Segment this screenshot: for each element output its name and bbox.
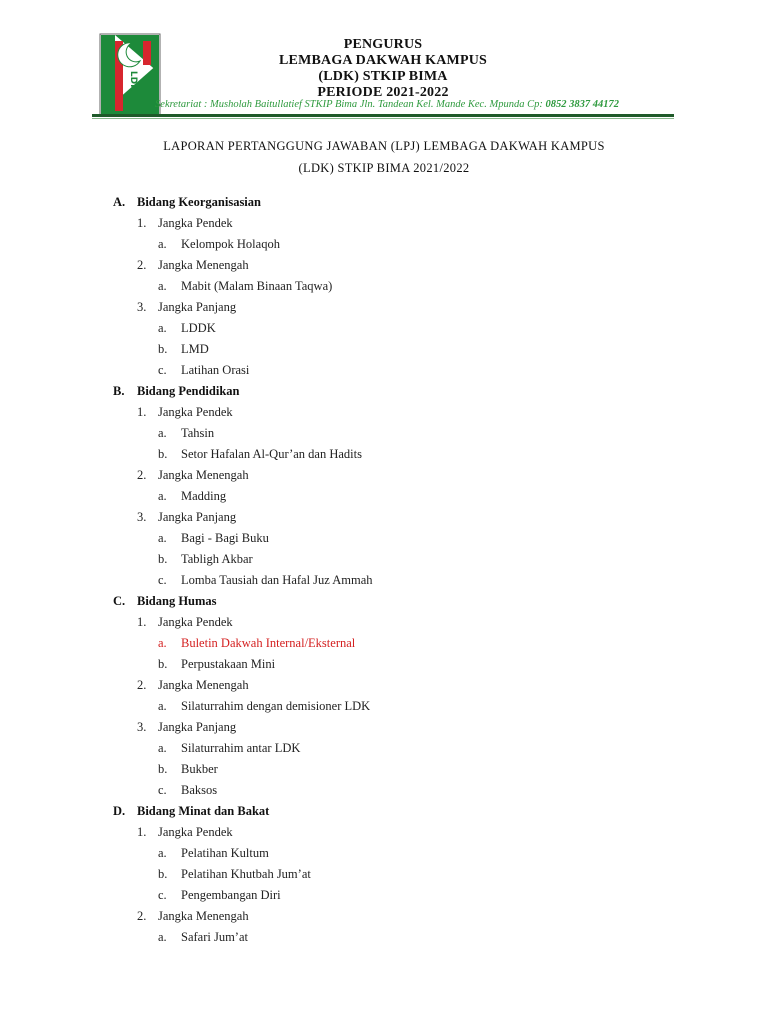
term-heading-text: Jangka Panjang: [158, 300, 237, 314]
header-line-3: (LDK) STKIP BIMA: [318, 69, 448, 84]
program-item-text: Lomba Tausiah dan Hafal Juz Ammah: [181, 573, 373, 587]
sekretariat-address: Sekretariat : Musholah Baitullatief STKIP Bima Jln. Tandean Kel. Mande Kec. Mpunda Cp:: [155, 99, 543, 110]
term-heading-marker: 2.: [137, 678, 147, 692]
term-heading-text: Jangka Menengah: [158, 678, 249, 692]
program-item-text: Bagi - Bagi Buku: [181, 531, 269, 545]
term-heading-text: Jangka Pendek: [158, 216, 233, 230]
program-item-marker: b.: [158, 657, 168, 671]
term-heading-marker: 2.: [137, 258, 147, 272]
section-heading-marker: A.: [113, 195, 126, 209]
program-item-marker: b.: [158, 762, 168, 776]
header-line-1: PENGURUS: [343, 37, 423, 52]
term-heading-text: Jangka Menengah: [158, 909, 249, 923]
program-item-text: Latihan Orasi: [181, 363, 250, 377]
term-heading-text: Jangka Panjang: [158, 720, 237, 734]
program-item-text: Buletin Dakwah Internal/Eksternal: [181, 636, 356, 650]
program-item-text: Tahsin: [181, 426, 215, 440]
program-item-text: Silaturrahim dengan demisioner LDK: [181, 699, 371, 713]
section-heading-text: Bidang Minat dan Bakat: [137, 804, 270, 818]
program-item-marker: a.: [158, 489, 167, 503]
term-heading-text: Jangka Menengah: [158, 258, 249, 272]
term-heading-text: Jangka Pendek: [158, 825, 233, 839]
program-item-marker: b.: [158, 552, 168, 566]
term-heading-text: Jangka Pendek: [158, 405, 233, 419]
section-heading-text: Bidang Keorganisasian: [137, 195, 261, 209]
term-heading-marker: 2.: [137, 468, 147, 482]
program-item-marker: a.: [158, 426, 167, 440]
program-item-text: Mabit (Malam Binaan Taqwa): [181, 279, 333, 293]
program-item-marker: a.: [158, 237, 167, 251]
term-heading-marker: 3.: [137, 510, 147, 524]
program-item-text: Perpustakaan Mini: [181, 657, 276, 671]
program-item-text: Pelatihan Kultum: [181, 846, 269, 860]
term-heading-text: Jangka Panjang: [158, 510, 237, 524]
term-heading-text: Jangka Pendek: [158, 615, 233, 629]
header-divider: [92, 114, 674, 117]
header-divider-thin: [92, 118, 674, 119]
program-item-text: Safari Jum’at: [181, 930, 248, 944]
program-item-marker: c.: [158, 573, 167, 587]
program-item-text: Silaturrahim antar LDK: [181, 741, 301, 755]
program-item-marker: a.: [158, 321, 167, 335]
program-item-text: Pengembangan Diri: [181, 888, 281, 902]
document-title-line-1: LAPORAN PERTANGGUNG JAWABAN (LPJ) LEMBAGA DAKWAH KAMPUS: [163, 139, 605, 153]
program-item-text: LMD: [181, 342, 209, 356]
program-item-marker: b.: [158, 342, 168, 356]
section-heading-marker: D.: [113, 804, 126, 818]
logo-text: LDK: [128, 70, 138, 92]
program-item-marker: b.: [158, 447, 168, 461]
program-item-text: Pelatihan Khutbah Jum’at: [181, 867, 311, 881]
program-item-marker: a.: [158, 930, 167, 944]
term-heading-marker: 2.: [137, 909, 147, 923]
program-item-marker: c.: [158, 783, 167, 797]
term-heading-marker: 1.: [137, 405, 147, 419]
program-item-text: LDDK: [181, 321, 216, 335]
program-item-marker: c.: [158, 888, 167, 902]
program-item-marker: b.: [158, 867, 168, 881]
section-heading-text: Bidang Pendidikan: [137, 384, 240, 398]
sekretariat-phone: 0852 3837 44172: [545, 99, 619, 110]
program-item-text: Tabligh Akbar: [181, 552, 253, 566]
program-item-text: Bukber: [181, 762, 218, 776]
program-item-marker: a.: [158, 741, 167, 755]
term-heading-marker: 1.: [137, 825, 147, 839]
header-line-2: LEMBAGA DAKWAH KAMPUS: [279, 53, 487, 68]
program-item-marker: a.: [158, 279, 167, 293]
section-heading-marker: B.: [113, 384, 125, 398]
section-heading-text: Bidang Humas: [137, 594, 217, 608]
document-title-line-2: (LDK) STKIP BIMA 2021/2022: [298, 161, 470, 175]
term-heading-text: Jangka Menengah: [158, 468, 249, 482]
section-heading-marker: C.: [113, 594, 126, 608]
term-heading-marker: 3.: [137, 720, 147, 734]
program-item-text: Kelompok Holaqoh: [181, 237, 280, 251]
program-item-marker: a.: [158, 531, 167, 545]
program-item-text: Baksos: [181, 783, 218, 797]
term-heading-marker: 1.: [137, 615, 147, 629]
program-item-text: Setor Hafalan Al-Qur’an dan Hadits: [181, 447, 362, 461]
header-line-4: PERIODE 2021-2022: [317, 85, 449, 100]
program-item-text: Madding: [181, 489, 227, 503]
program-item-marker: c.: [158, 363, 167, 377]
program-item-marker: a.: [158, 846, 167, 860]
sekretariat-line: [92, 99, 682, 110]
program-item-marker: a.: [158, 699, 167, 713]
program-item-marker: a.: [158, 636, 167, 650]
term-heading-marker: 3.: [137, 300, 147, 314]
term-heading-marker: 1.: [137, 216, 147, 230]
